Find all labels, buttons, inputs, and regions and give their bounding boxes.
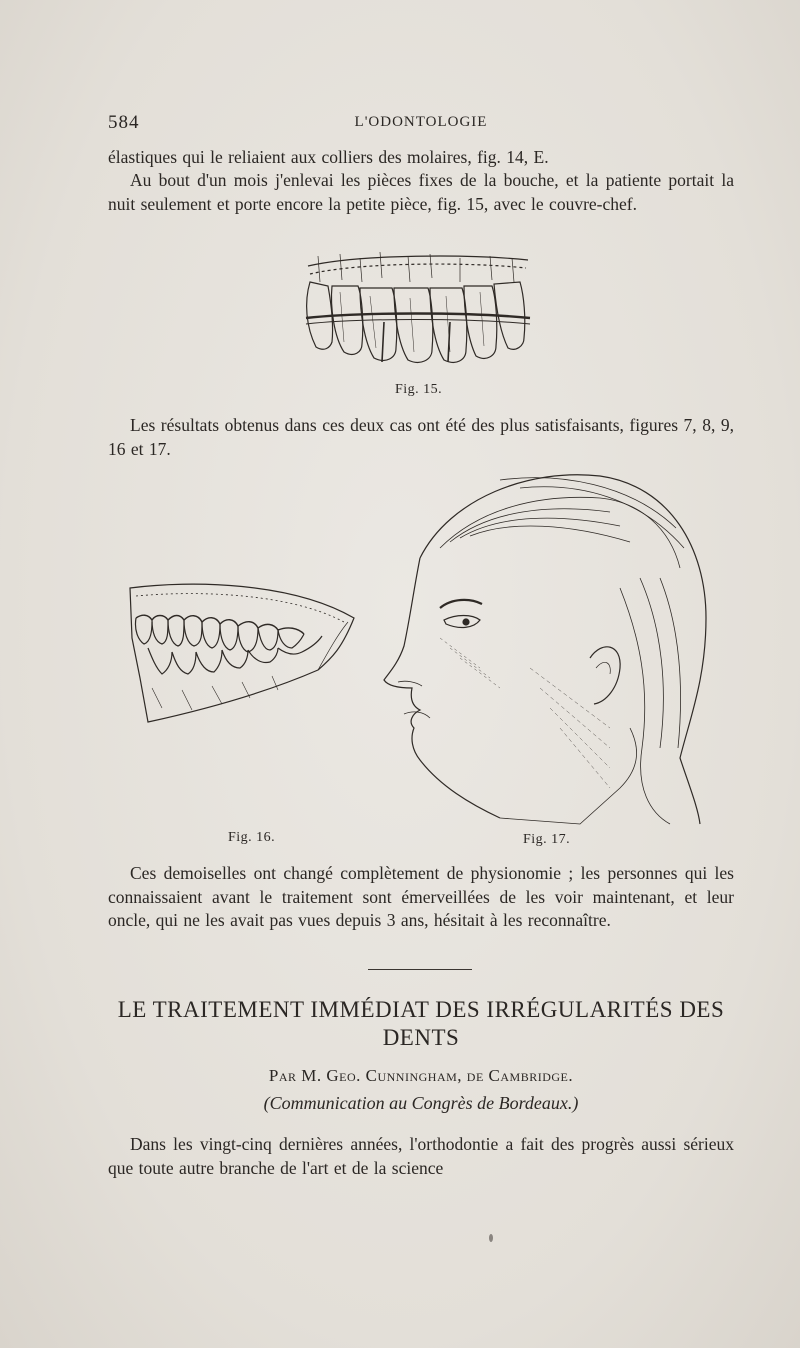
article-source: (Communication au Congrès de Bordeaux.) — [263, 1093, 579, 1113]
article-byline: Par M. Geo. Cunningham, de Cambridge. — [268, 1066, 574, 1085]
paragraph-4: Ces demoiselles ont changé complètement de physionomie ; les personnes qui les connaissaient avant le traitement sont émerveillées de les voir maintenant, et leur oncle, qui ne les avait pas vues depuis 3 ans, hésitait à les reconnaître. — [108, 863, 734, 930]
figure-17-caption: Fig. 17. — [523, 832, 571, 847]
paragraph-5: Dans les vingt-cinq dernières années, l'orthodontie a fait des progrès aussi sérieux que toute autre branche de l'art et de la science — [108, 1134, 734, 1178]
article-title: LE TRAITEMENT IMMÉDIAT DES IRRÉGULARITÉS DES DENTS — [117, 997, 725, 1050]
figure-15-caption: Fig. 15. — [395, 382, 443, 397]
journal-title: L'ODONTOLOGIE — [354, 114, 488, 130]
figure-16-caption: Fig. 16. — [228, 830, 276, 845]
page-number: 584 — [108, 112, 140, 133]
figure-15-dental-appliance — [300, 252, 536, 370]
section-divider — [368, 969, 472, 970]
paragraph-1: élastiques qui le reliaient aux colliers des molaires, fig. 14, E. — [108, 147, 549, 167]
figure-17-profile-portrait — [380, 468, 708, 830]
running-head — [108, 112, 734, 136]
figure-16-dental-cast — [122, 578, 358, 726]
paragraph-3: Les résultats obtenus dans ces deux cas ont été des plus satisfaisants, figures 7, 8, 9, 16 et 17. — [108, 415, 734, 459]
ink-spot — [489, 1234, 493, 1242]
paragraph-2: Au bout d'un mois j'enlevai les pièces fixes de la bouche, et la patiente portait la nuit seulement et porte encore la petite pièce, fig. 15, avec le couvre-chef. — [108, 170, 734, 214]
